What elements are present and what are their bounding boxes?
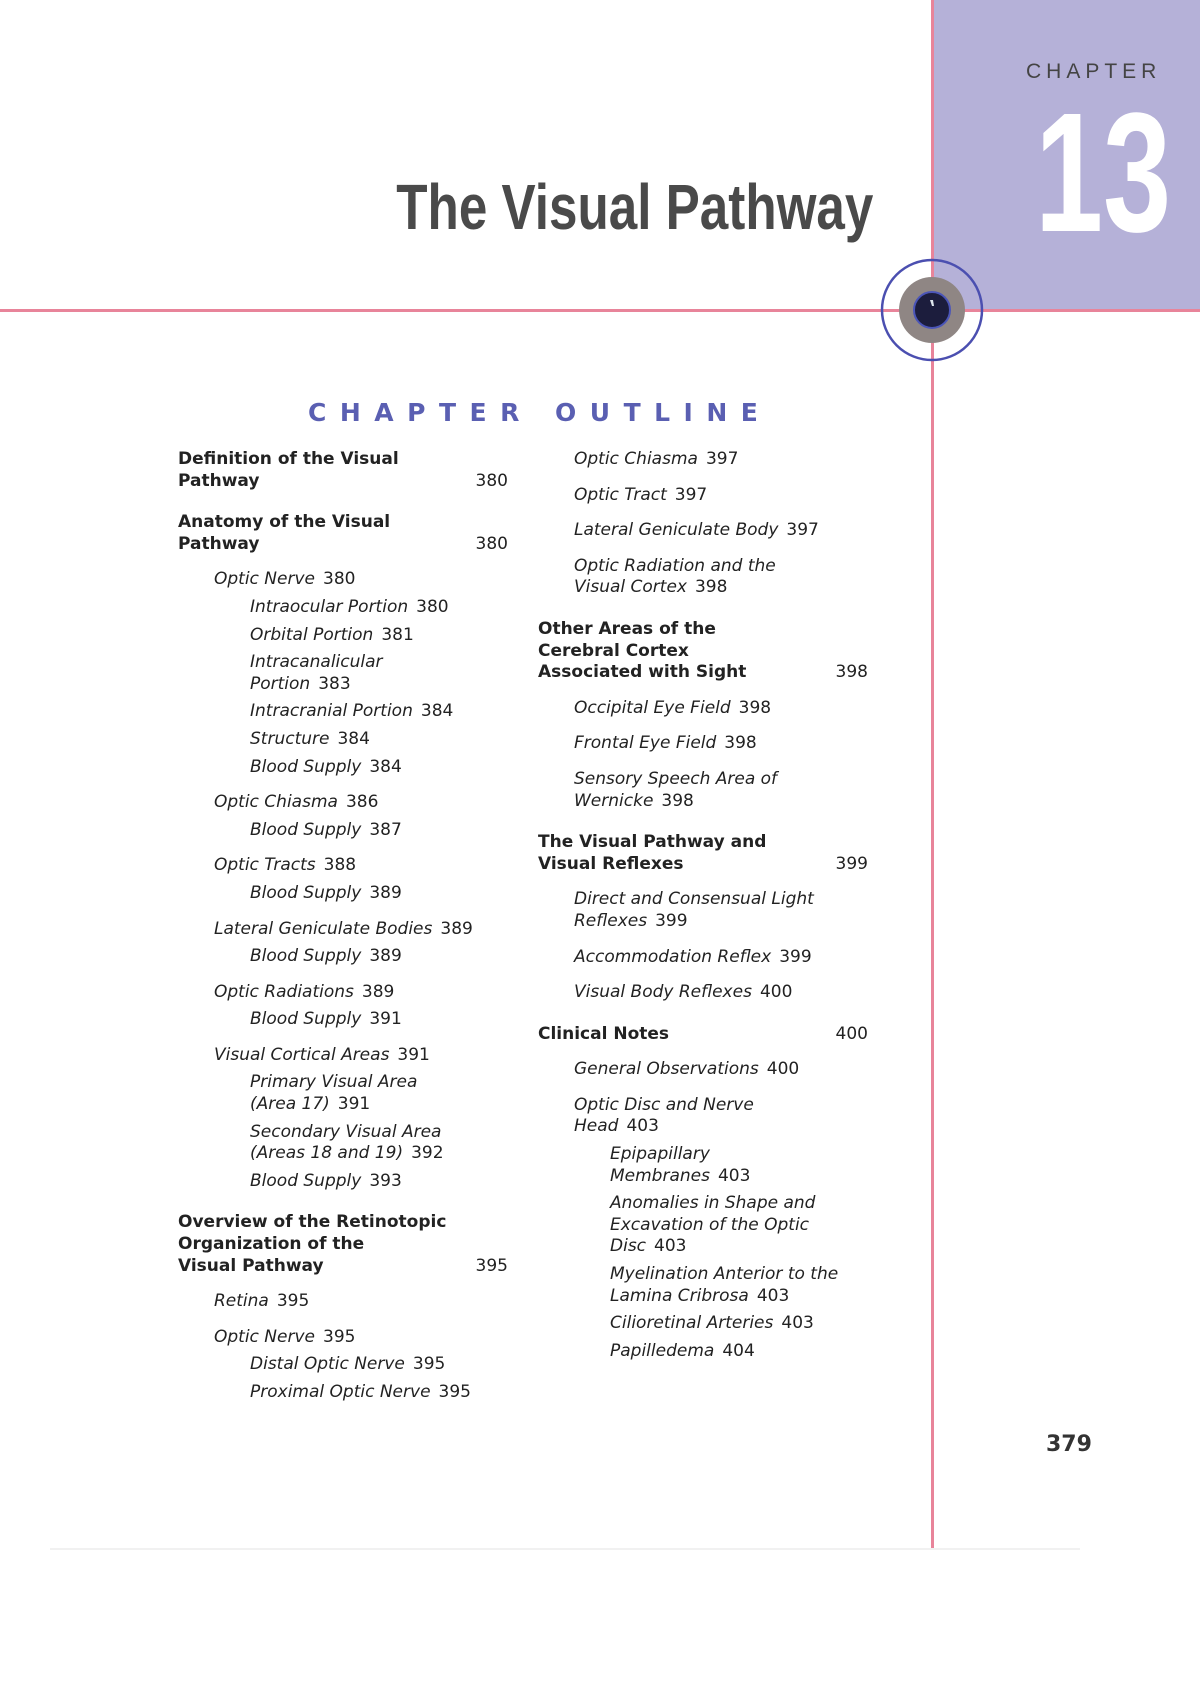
entry-page: 391 (397, 1044, 430, 1065)
entry-page: 397 (786, 520, 819, 541)
outline-entry (538, 698, 868, 720)
outline-entry (538, 733, 868, 755)
outline-entry (178, 820, 508, 842)
entry-page: 399 (779, 946, 812, 967)
entry-page: 399 (655, 910, 688, 931)
entry-page: 386 (345, 792, 379, 813)
entry-title: Optic Tract (574, 484, 667, 505)
entry-title: Optic Nerve (214, 1326, 315, 1347)
entry-page: 403 (626, 1116, 659, 1137)
entry-title: Blood Supply (250, 819, 362, 840)
entry-page: 395 (323, 1326, 356, 1347)
outline-entry (538, 947, 868, 969)
entry-page: 393 (369, 1170, 402, 1191)
entry-title: Optic Disc and Nerve Head (574, 1094, 754, 1137)
entry-title: Optic Nerve (214, 569, 315, 590)
outline-entry (178, 883, 508, 905)
outline-section (538, 832, 868, 875)
entry-title: Epipapillary Membranes (610, 1144, 710, 1186)
entry-page: 384 (420, 701, 454, 722)
entry-page: 397 (674, 484, 708, 505)
outline-entry (178, 1045, 508, 1067)
entry-page: 399 (835, 853, 868, 874)
outline-entry (178, 569, 508, 591)
entry-page: 380 (475, 470, 508, 491)
entry-page: 395 (412, 1354, 446, 1375)
entry-title: Overview of the Retinotopic Organization of the Visual Pathway (178, 1212, 447, 1276)
entry-page: 391 (337, 1094, 371, 1115)
entry-title: Cilioretinal Arteries (610, 1313, 774, 1334)
entry-title: Lateral Geniculate Body (574, 520, 779, 541)
outline-entry (538, 1059, 868, 1081)
page-number: 379 (1046, 1432, 1092, 1457)
entry-title: Orbital Portion (250, 624, 374, 645)
entry-page: 395 (438, 1382, 471, 1402)
entry-page: 403 (781, 1313, 814, 1334)
entry-title: Definition of the Visual Pathway (178, 449, 399, 491)
outline-entry (178, 729, 508, 751)
outline-entry (178, 757, 508, 779)
entry-page: 395 (276, 1291, 310, 1312)
entry-page: 397 (705, 449, 739, 469)
entry-page: 383 (318, 673, 351, 694)
entry-title: The Visual Pathway and Visual Reflexes (538, 832, 767, 874)
outline-column-right (538, 449, 868, 1362)
entry-page: 403 (654, 1236, 687, 1257)
entry-title: Occipital Eye Field (574, 697, 731, 718)
entry-title: Intraocular Portion (250, 596, 409, 617)
entry-title: Visual Cortical Areas (214, 1044, 390, 1065)
entry-title: Optic Radiations (214, 981, 354, 1002)
entry-page: 398 (738, 697, 772, 718)
entry-title: Sensory Speech Area of Wernicke (574, 768, 778, 811)
entry-title: Secondary Visual Area (Areas 18 and 19) (250, 1121, 442, 1164)
entry-title: Optic Tracts (214, 855, 316, 876)
eye-icon (878, 256, 986, 364)
entry-page: 389 (361, 981, 395, 1002)
entry-title: Papilledema (610, 1340, 715, 1361)
entry-page: 388 (323, 855, 357, 876)
outline-section (538, 619, 868, 684)
entry-page: 389 (369, 946, 402, 967)
outline-entry (538, 1341, 868, 1363)
outline-entry (178, 1072, 508, 1115)
outline-entry (178, 625, 508, 647)
entry-page: 395 (475, 1255, 508, 1276)
outline-entry (178, 919, 508, 941)
outline-section (178, 449, 508, 492)
outline-entry (178, 792, 508, 814)
entry-page: 398 (724, 733, 757, 754)
entry-page: 403 (756, 1285, 790, 1306)
entry-title: Proximal Optic Nerve (250, 1382, 431, 1402)
entry-page: 381 (381, 624, 414, 645)
entry-title: Optic Chiasma (214, 792, 338, 813)
outline-entry (178, 1327, 508, 1349)
entry-title: Myelination Anterior to the Lamina Cribrosa (610, 1264, 839, 1306)
entry-page: 398 (694, 577, 728, 598)
entry-title: Intracanalicular Portion (250, 652, 383, 694)
outline-entry (178, 597, 508, 619)
outline-entry (178, 855, 508, 877)
outline-heading: CHAPTER OUTLINE (308, 398, 772, 427)
outline-section (538, 1024, 868, 1046)
entry-page: 380 (323, 569, 356, 590)
outline-entry (178, 701, 508, 723)
chapter-label: CHAPTER (1026, 60, 1162, 83)
outline-entry (178, 1354, 508, 1376)
entry-page: 380 (416, 596, 449, 617)
outline-section (178, 512, 508, 555)
entry-title: Lateral Geniculate Bodies (214, 918, 433, 939)
entry-title: Clinical Notes (538, 1023, 670, 1044)
entry-page: 400 (759, 982, 793, 1003)
outline-entry (178, 1171, 508, 1193)
entry-title: Blood Supply (250, 1170, 362, 1191)
outline-entry (178, 652, 508, 695)
entry-page: 384 (337, 728, 370, 749)
chapter-number: 13 (1035, 78, 1172, 268)
outline-entry (538, 449, 868, 471)
entry-title: General Observations (574, 1059, 759, 1080)
entry-title: Distal Optic Nerve (250, 1354, 405, 1375)
entry-page: 384 (369, 756, 402, 777)
entry-page: 392 (411, 1143, 444, 1164)
outline-entry (538, 889, 868, 932)
entry-page: 389 (369, 882, 402, 903)
outline-entry (178, 1291, 508, 1313)
entry-title: Blood Supply (250, 946, 362, 967)
entry-page: 403 (717, 1165, 751, 1186)
outline-entry (538, 520, 868, 542)
outline-entry (538, 1144, 868, 1187)
entry-page: 400 (835, 1023, 868, 1044)
entry-title: Anatomy of the Visual Pathway (178, 512, 391, 554)
entry-page: 387 (369, 819, 402, 840)
outline-entry (538, 485, 868, 507)
entry-page: 380 (475, 533, 508, 554)
entry-title: Blood Supply (250, 1009, 362, 1030)
outline-entry (178, 946, 508, 968)
outline-entry (538, 1193, 868, 1258)
entry-title: Visual Body Reflexes (574, 982, 752, 1003)
entry-title: Anomalies in Shape and Excavation of the Optic Disc (610, 1193, 816, 1257)
entry-title: Blood Supply (250, 756, 362, 777)
entry-title: Optic Radiation and the Visual Cortex (574, 555, 776, 598)
entry-title: Retina (214, 1291, 269, 1312)
outline-entry (538, 769, 868, 812)
entry-page: 389 (440, 918, 473, 939)
entry-title: Direct and Consensual Light Reflexes (574, 889, 814, 931)
entry-title: Intracranial Portion (250, 701, 413, 722)
outline-entry (538, 982, 868, 1004)
outline-section (178, 1212, 508, 1277)
entry-page: 398 (835, 662, 868, 683)
vertical-rule (931, 0, 934, 1550)
entry-title: Frontal Eye Field (574, 733, 717, 754)
outline-entry (178, 1009, 508, 1031)
outline-column-left (178, 449, 508, 1404)
outline-entry (178, 982, 508, 1004)
entry-page: 404 (722, 1340, 755, 1361)
outline-entry (538, 1095, 868, 1138)
entry-title: Accommodation Reflex (574, 946, 772, 967)
entry-page: 400 (766, 1059, 800, 1080)
page-title: The Visual Pathway (395, 171, 873, 243)
outline-entry (538, 556, 868, 599)
outline-entry (538, 1313, 868, 1335)
entry-title: Blood Supply (250, 882, 362, 903)
bottom-rule (50, 1548, 1080, 1550)
outline-entry (178, 1382, 508, 1404)
outline-entry (538, 1264, 868, 1307)
horizontal-rule (0, 309, 1200, 312)
entry-title: Primary Visual Area (Area 17) (250, 1072, 418, 1115)
entry-page: 398 (661, 790, 694, 811)
entry-title: Structure (250, 728, 330, 749)
outline-entry (178, 1122, 508, 1165)
entry-page: 391 (369, 1009, 402, 1030)
entry-title: Other Areas of the Cerebral Cortex Associated with Sight (538, 618, 747, 683)
entry-title: Optic Chiasma (574, 449, 698, 469)
